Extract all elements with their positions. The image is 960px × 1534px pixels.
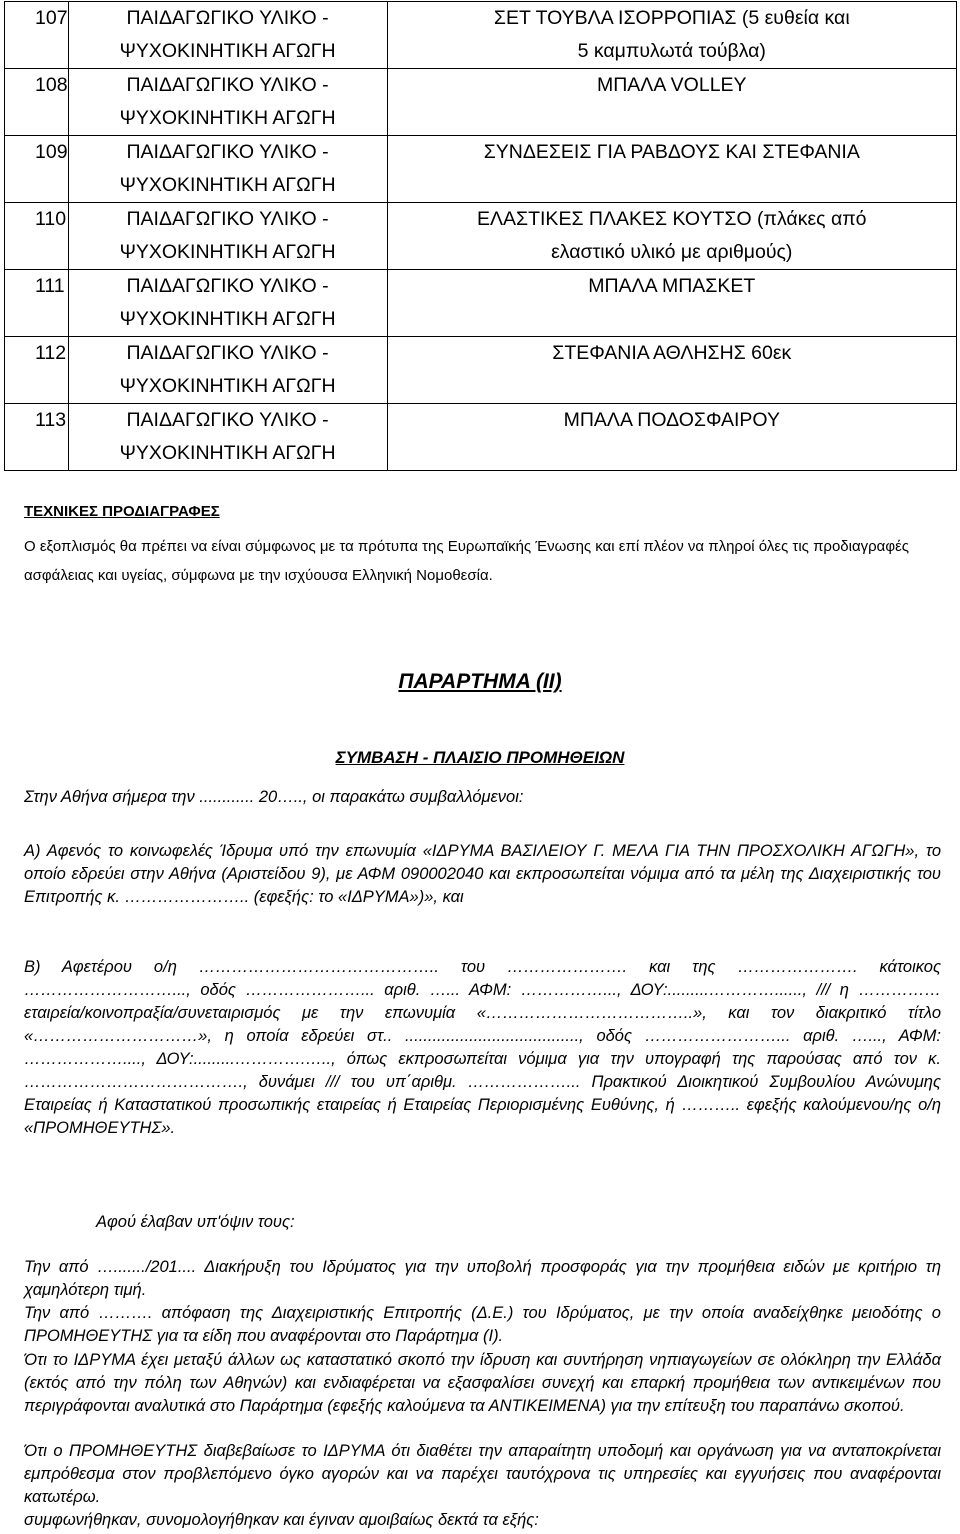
table-row bbox=[5, 2, 957, 69]
item-number: 112 bbox=[5, 337, 69, 404]
item-description-line1: ΣΥΝΔΕΣΕΙΣ ΓΙΑ ΡΑΒΔΟΥΣ ΚΑΙ ΣΤΕΦΑΝΙΑ bbox=[483, 141, 860, 163]
item-number: 110 bbox=[5, 203, 69, 270]
specs-text: Ο εξοπλισμός θα πρέπει να είναι σύμφωνος με τα πρότυπα της Ευρωπαϊκής Ένωσης και επί πλέον να πληροί όλες τις προδιαγραφές ασφάλειας και υγείας, σύμφωνα με την ισχύουσα Ελληνική Νομοθεσία. bbox=[24, 538, 909, 584]
item-number: 109 bbox=[5, 136, 69, 203]
item-description-line1: ΕΛΑΣΤΙΚΕΣ ΠΛΑΚΕΣ ΚΟΥΤΣΟ (πλάκες από bbox=[477, 208, 867, 230]
item-description-line1: ΣΤΕΦΑΝΙΑ ΑΘΛΗΣΗΣ 60εκ bbox=[552, 342, 792, 364]
place-date-line: Στην Αθήνα σήμερα την ............ 20….., οι παρακάτω συμβαλλόμενοι: bbox=[24, 788, 524, 806]
item-category-line1: ΠΑΙΔΑΓΩΓΙΚΟ ΥΛΙΚΟ - bbox=[126, 74, 329, 96]
item-number: 107 bbox=[5, 2, 69, 69]
contract-title: ΣΥΜΒΑΣΗ - ΠΛΑΙΣΙΟ ΠΡΟΜΗΘΕΙΩΝ bbox=[335, 748, 625, 767]
table-row bbox=[5, 270, 957, 337]
item-description bbox=[387, 2, 956, 69]
item-description bbox=[387, 337, 956, 404]
table-row bbox=[5, 203, 957, 270]
item-description bbox=[387, 69, 956, 136]
item-description-line1: ΜΠΑΛΑ ΜΠΑΣΚΕΤ bbox=[588, 275, 756, 297]
consideration-4: Ότι ο ΠΡΟΜΗΘΕΥΤΗΣ διαβεβαίωσε το ΙΔΡΥΜΑ ότι διαθέτει την απαραίτητη υποδομή και οργάνωση για να ανταποκρίνεται εμπρόθεσμα στον προβλεπόμενο όγκο αγορών και να παρέχει ταυτόχρονα τις υπηρεσίες και εγγυήσεις που αναφέρονται κατωτέρω. bbox=[24, 1442, 941, 1506]
item-description bbox=[387, 136, 956, 203]
party-a-paragraph: Α) Αφενός το κοινωφελές Ίδρυμα υπό την επωνυμία «ΙΔΡΥΜΑ ΒΑΣΙΛΕΙΟΥ Γ. ΜΕΛΑ ΓΙΑ ΤΗΝ ΠΡΟΣΧΟΛΙΚΗ ΑΓΩΓΗ», το οποίο εδρεύει στην Αθήνα (Αριστείδου 9), με ΑΦΜ 090002040 και εκπροσωπείται νόμιμα από τα μέλη της Διαχειριστικής του Επιτροπής κ. ………………….. (εφεξής: το «ΙΔΡΥΜΑ»)», και bbox=[24, 842, 941, 906]
item-category bbox=[68, 2, 387, 69]
consideration-2: Την από ………. απόφαση της Διαχειριστικής Επιτροπής (Δ.Ε.) του Ιδρύματος, με την οποία αναδείχθηκε μειοδότης ο ΠΡΟΜΗΘΕΥΤΗΣ για τα είδη που αναφέρονται στο Παράρτημα (Ι). bbox=[24, 1304, 941, 1345]
party-b-paragraph: Β) Αφετέρου ο/η …………………………………….. του …………………. και της …………………. κάτοικος ………………………..., οδός …………………... αριθ. …... ΑΦΜ: ……………..., ΔΟΥ:.........…………......, /// η …………… εταιρεία/κοινοπραξία/συνεταιρισμός με την επωνυμία «………………………………..», και τον διακριτικό τίτλο «…………………………», η οποία εδρεύει στ.. ......................................, οδός ……………………... αριθ. …..., ΑΦΜ: ………………...., ΔΟΥ:.........………….….., όπως εκπροσωπείται νόμιμα για την υπογραφή της παρούσας από τον κ. …………………………………., δυνάμει /// του υπ΄αριθμ. ………………... Πρακτικού Διοικητικού Συμβουλίου Ανώνυμης Εταιρείας ή Καταστατικού προσωπικής εταιρείας ή Εταιρείας Περιορισμένης Ευθύνης, ή ……….. εφεξής καλούμενου/ης ο/η «ΠΡΟΜΗΘΕΥΤΗΣ». bbox=[24, 958, 941, 1137]
item-number: 111 bbox=[5, 270, 69, 337]
item-category bbox=[68, 337, 387, 404]
item-category-line1: ΠΑΙΔΑΓΩΓΙΚΟ ΥΛΙΚΟ - bbox=[126, 275, 329, 297]
table-row bbox=[5, 404, 957, 471]
considerations-heading: Αφού έλαβαν υπ'όψιν τους: bbox=[96, 1213, 295, 1231]
item-description-line2: ελαστικό υλικό με αριθμούς) bbox=[551, 241, 793, 263]
item-category-line2: ΨΥΧΟΚΙΝΗΤΙΚΗ ΑΓΩΓΗ bbox=[119, 174, 336, 196]
annex-title: ΠΑΡΑΡΤΗΜΑ (ΙΙ) bbox=[398, 670, 562, 693]
item-category-line1: ΠΑΙΔΑΓΩΓΙΚΟ ΥΛΙΚΟ - bbox=[126, 7, 329, 29]
item-category-line2: ΨΥΧΟΚΙΝΗΤΙΚΗ ΑΓΩΓΗ bbox=[119, 241, 336, 263]
table-row bbox=[5, 136, 957, 203]
item-description-line2: 5 καμπυλωτά τούβλα) bbox=[577, 40, 766, 62]
specs-heading: ΤΕΧΝΙΚΕΣ ΠΡΟΔΙΑΓΡΑΦΕΣ bbox=[24, 503, 220, 520]
item-description-line1: ΣΕΤ ΤΟΥΒΛΑ ΙΣΟΡΡΟΠΙΑΣ (5 ευθεία και bbox=[493, 7, 850, 29]
item-description bbox=[387, 203, 956, 270]
items-table bbox=[4, 1, 957, 471]
item-description bbox=[387, 270, 956, 337]
item-category-line1: ΠΑΙΔΑΓΩΓΙΚΟ ΥΛΙΚΟ - bbox=[126, 342, 329, 364]
item-category-line2: ΨΥΧΟΚΙΝΗΤΙΚΗ ΑΓΩΓΗ bbox=[119, 40, 336, 62]
item-number: 113 bbox=[5, 404, 69, 471]
item-category bbox=[68, 69, 387, 136]
table-row bbox=[5, 337, 957, 404]
item-category bbox=[68, 270, 387, 337]
item-category-line1: ΠΑΙΔΑΓΩΓΙΚΟ ΥΛΙΚΟ - bbox=[126, 409, 329, 431]
item-number: 108 bbox=[5, 69, 69, 136]
item-category-line2: ΨΥΧΟΚΙΝΗΤΙΚΗ ΑΓΩΓΗ bbox=[119, 375, 336, 397]
item-category-line2: ΨΥΧΟΚΙΝΗΤΙΚΗ ΑΓΩΓΗ bbox=[119, 107, 336, 129]
table-row bbox=[5, 69, 957, 136]
item-category-line2: ΨΥΧΟΚΙΝΗΤΙΚΗ ΑΓΩΓΗ bbox=[119, 308, 336, 330]
item-description-line1: ΜΠΑΛΑ ΠΟΔΟΣΦΑΙΡΟΥ bbox=[563, 409, 780, 431]
item-category-line2: ΨΥΧΟΚΙΝΗΤΙΚΗ ΑΓΩΓΗ bbox=[119, 442, 336, 464]
item-category bbox=[68, 203, 387, 270]
item-category-line1: ΠΑΙΔΑΓΩΓΙΚΟ ΥΛΙΚΟ - bbox=[126, 141, 329, 163]
consideration-3: Ότι το ΙΔΡΥΜΑ έχει μεταξύ άλλων ως καταστατικό σκοπό την ίδρυση και συντήρηση νηπιαγωγείων σε ολόκληρη την Ελλάδα (εκτός από την πόλη των Αθηνών) και ενδιαφέρεται να εξασφαλίσει συνεχή και επαρκή προμήθεια των αντικειμένων που περιγράφονται αναλυτικά στο Παράρτημα (εφεξής καλούμενα τα ΑΝΤΙΚΕΙΜΕΝΑ) για την επίτευξη του παραπάνω σκοπού. bbox=[24, 1351, 941, 1415]
item-category-line1: ΠΑΙΔΑΓΩΓΙΚΟ ΥΛΙΚΟ - bbox=[126, 208, 329, 230]
item-description-line1: ΜΠΑΛΑ VOLLEY bbox=[596, 74, 747, 96]
agreement-line: συμφωνήθηκαν, συνομολογήθηκαν και έγιναν αμοιβαίως δεκτά τα εξής: bbox=[24, 1511, 539, 1529]
item-category bbox=[68, 136, 387, 203]
consideration-1: Την από …......./201.... Διακήρυξη του Ιδρύματος για την υποβολή προσφοράς για την προμήθεια ειδών με κριτήριο τη χαμηλότερη τιμή. bbox=[24, 1258, 941, 1299]
item-description bbox=[387, 404, 956, 471]
item-category bbox=[68, 404, 387, 471]
